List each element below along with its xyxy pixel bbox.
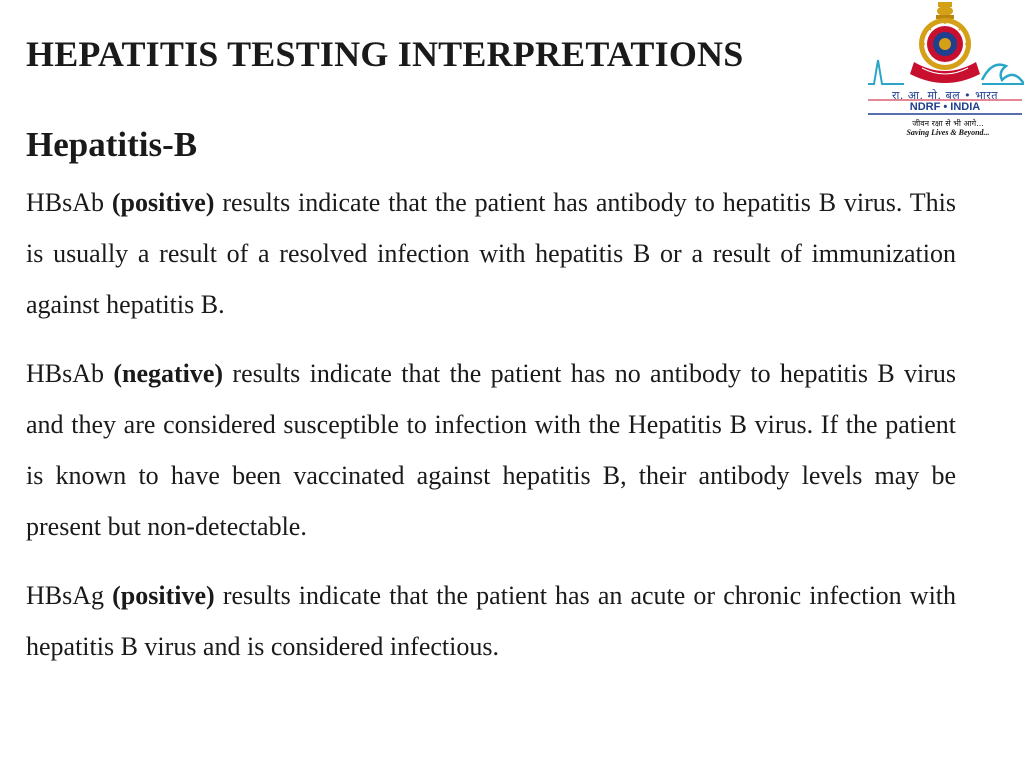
- logo-motto-english: Saving Lives & Beyond...: [906, 128, 990, 137]
- paragraph-hbsab-positive: [26, 177, 956, 330]
- result-qualifier: (positive): [111, 188, 215, 217]
- heartbeat-line-icon: [868, 60, 904, 84]
- paragraph-text: results indicate that the patient has an acute or chronic infection with hepatitis B virus and is considered infectious.: [26, 581, 957, 661]
- slide-title: HEPATITIS TESTING INTERPRETATIONS: [26, 34, 744, 74]
- content-body: [26, 177, 956, 690]
- logo-motto-hindi: जीवन रक्षा से भी आगे...: [912, 119, 984, 128]
- logo-ndrf-line: NDRF • INDIA: [909, 101, 981, 113]
- lion-capital-icon: [936, 2, 954, 19]
- paragraph-hbsab-negative: [26, 348, 956, 552]
- test-term: HBsAg: [26, 581, 105, 610]
- paragraph-hbsag-positive: [26, 570, 956, 672]
- section-heading: Hepatitis-B: [26, 125, 198, 164]
- test-term: HBsAb: [26, 359, 105, 388]
- paragraph-text: results indicate that the patient has no antibody to hepatitis B virus and they are considered susceptible to infection with the Hepatitis B virus. If the patient is known to have been vaccinated against hepatitis B, their antibody levels may be present but non-detectable.: [26, 359, 956, 541]
- result-qualifier: (negative): [113, 359, 224, 388]
- paragraph-text: results indicate that the patient has antibody to hepatitis B virus. This is usually a result of a resolved infection with hepatitis B or a result of immunization against hepatitis B.: [26, 188, 957, 319]
- wave-icon: [982, 65, 1024, 84]
- ndrf-logo: [864, 0, 1024, 146]
- logo-hindi-line: रा. आ. मो. बल • भारत: [891, 89, 999, 102]
- test-term: HBsAb: [26, 188, 105, 217]
- result-qualifier: (positive): [112, 581, 215, 610]
